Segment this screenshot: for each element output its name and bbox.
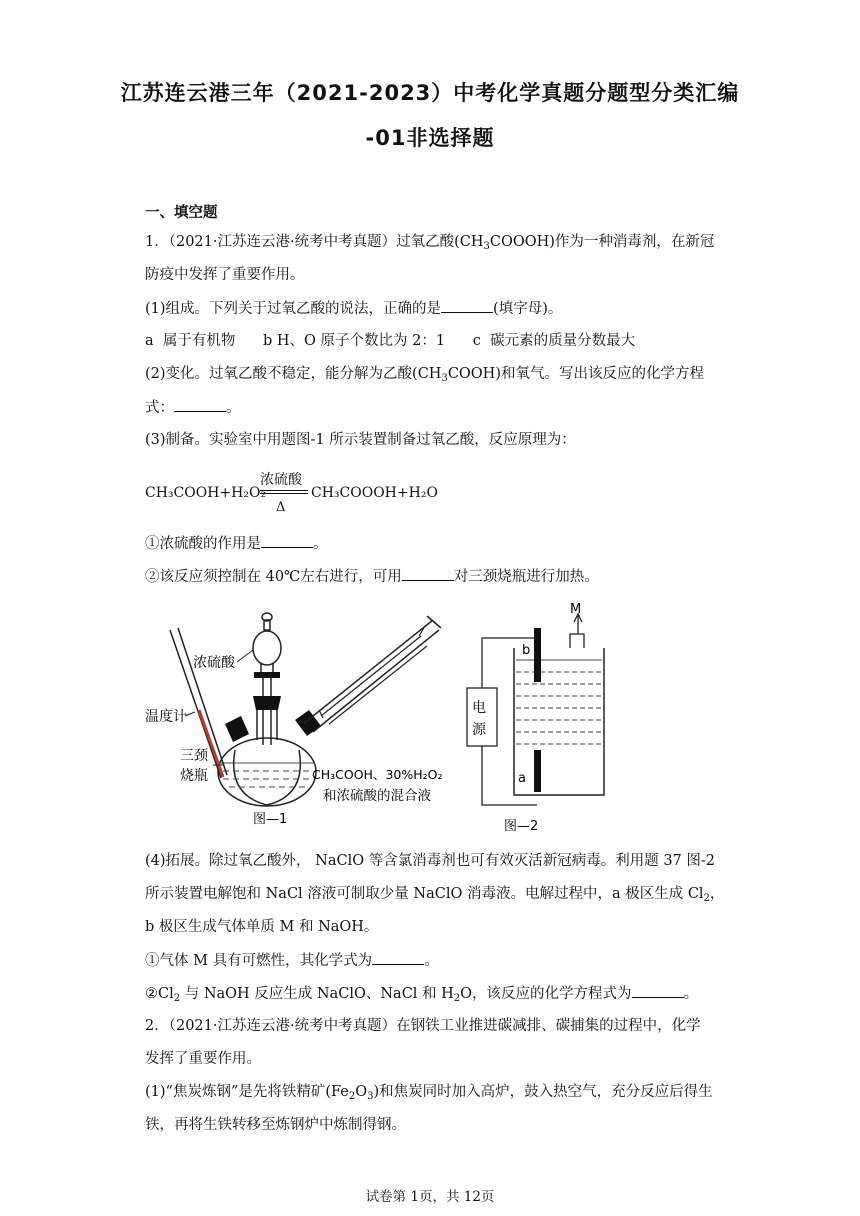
page-title-line1: 江苏连云港三年（2021-2023）中考化学真题分题型分类汇编 [120,81,740,105]
answer-blank[interactable] [174,397,226,412]
q1-part4-line2: 所示装置电解饱和 NaCl 溶液可制取少量 NaClO 消毒液。电解过程中，a 极区生成 $Cl_2$， [145,886,725,904]
q1-part3: (3)制备。实验室中用题图-1 所示装置制备过氧乙酸，反应原理为： [145,432,576,448]
figure-1-caption: 图—1 [253,812,288,827]
label-m: M [570,602,582,617]
label-b: b [522,643,531,658]
q1-part3-item1: ①浓硫酸的作用是 。 [145,533,328,554]
section-heading: 一、填空题 [145,205,218,221]
answer-blank[interactable] [372,950,424,965]
q1-part3-item2: ②该反应须控制在 40℃左右进行，可用 对三颈烧瓶进行加热。 [145,566,599,587]
label-power-2: 源 [472,722,486,738]
reaction-equation [145,469,445,519]
page-title-line2: -01非选择题 [365,126,495,150]
figure-2-caption: 图—2 [504,819,539,834]
label-flask-2: 烧瓶 [180,768,208,784]
q1-part2-line2: 式： 。 [145,397,241,418]
label-flask-1: 三颈 [180,748,208,764]
equation-heat-symbol: Δ [276,500,286,515]
q1-part4-item1: ①气体 M 具有可燃性，其化学式为 。 [145,950,439,971]
q2-intro-line2: 发挥了重要作用。 [145,1051,261,1067]
q1-part4-line1: (4)拓展。除过氧乙酸外， NaClO 等含氯消毒剂也可有效灭活新冠病毒。利用题 37 图-2 [145,853,716,869]
answer-blank[interactable] [632,983,684,998]
answer-blank[interactable] [441,298,493,313]
figure-1-apparatus [135,600,475,835]
q1-part1-options: a 属于有机物 b H、O 原子个数比为 2：1 c 碳元素的质量分数最大 [145,333,636,349]
q1-intro-line1: 1．（2021·江苏连云港·统考中考真题）过氧乙酸$(CH_3COOOH)$作为一种消毒剂，在新冠 [145,234,715,252]
label-a: a [518,771,526,786]
q1-part2-line1: (2)变化。过氧乙酸不稳定，能分解为乙酸$(CH_3COOH)$和氧气。写出该反应的化学方程 [145,366,704,384]
equation-reactants: CH₃COOH+H₂O₂ [145,485,267,501]
q2-intro-line1: 2．（2021·江苏连云港·统考中考真题）在钢铁工业推进碳减排、碳捕集的过程中，化学 [145,1018,701,1034]
equation-products: CH₃COOOH+H₂O [311,485,438,501]
page-footer: 试卷第 1页，共 12页 [365,1189,495,1205]
equation-condition: 浓硫酸 [260,472,302,488]
q1-part4-item2: $②Cl_2$ 与 NaOH 反应生成 NaClO、NaCl 和 $H_2O$，该反应的化学方程式为 。 [145,983,698,1004]
q1-intro-line2: 防疫中发挥了重要作用。 [145,267,305,283]
q1-part4-line3: b 极区生成气体单质 M 和 NaOH。 [145,919,379,935]
label-mixture-1: CH₃COOH、30%H₂O₂ [312,767,443,782]
figure-2-electrolysis [462,600,622,840]
q2-part1-line1: (1)“焦炭炼钢”是先将铁精矿$(Fe_2O_3)$和焦炭同时加入高炉，鼓入热空气，充分反应后得生 [145,1084,713,1102]
label-thermometer: 温度计 [145,709,187,725]
answer-blank[interactable] [402,566,454,581]
label-acid: 浓硫酸 [193,655,235,671]
answer-blank[interactable] [261,533,313,548]
q1-part1: (1)组成。下列关于过氧乙酸的说法，正确的是 (填字母)。 [145,298,562,319]
label-power-1: 电 [472,700,486,716]
label-mixture-2: 和浓硫酸的混合液 [323,788,431,804]
q2-part1-line2: 铁，再将生铁转移至炼钢炉中炼制得钢。 [145,1117,406,1133]
